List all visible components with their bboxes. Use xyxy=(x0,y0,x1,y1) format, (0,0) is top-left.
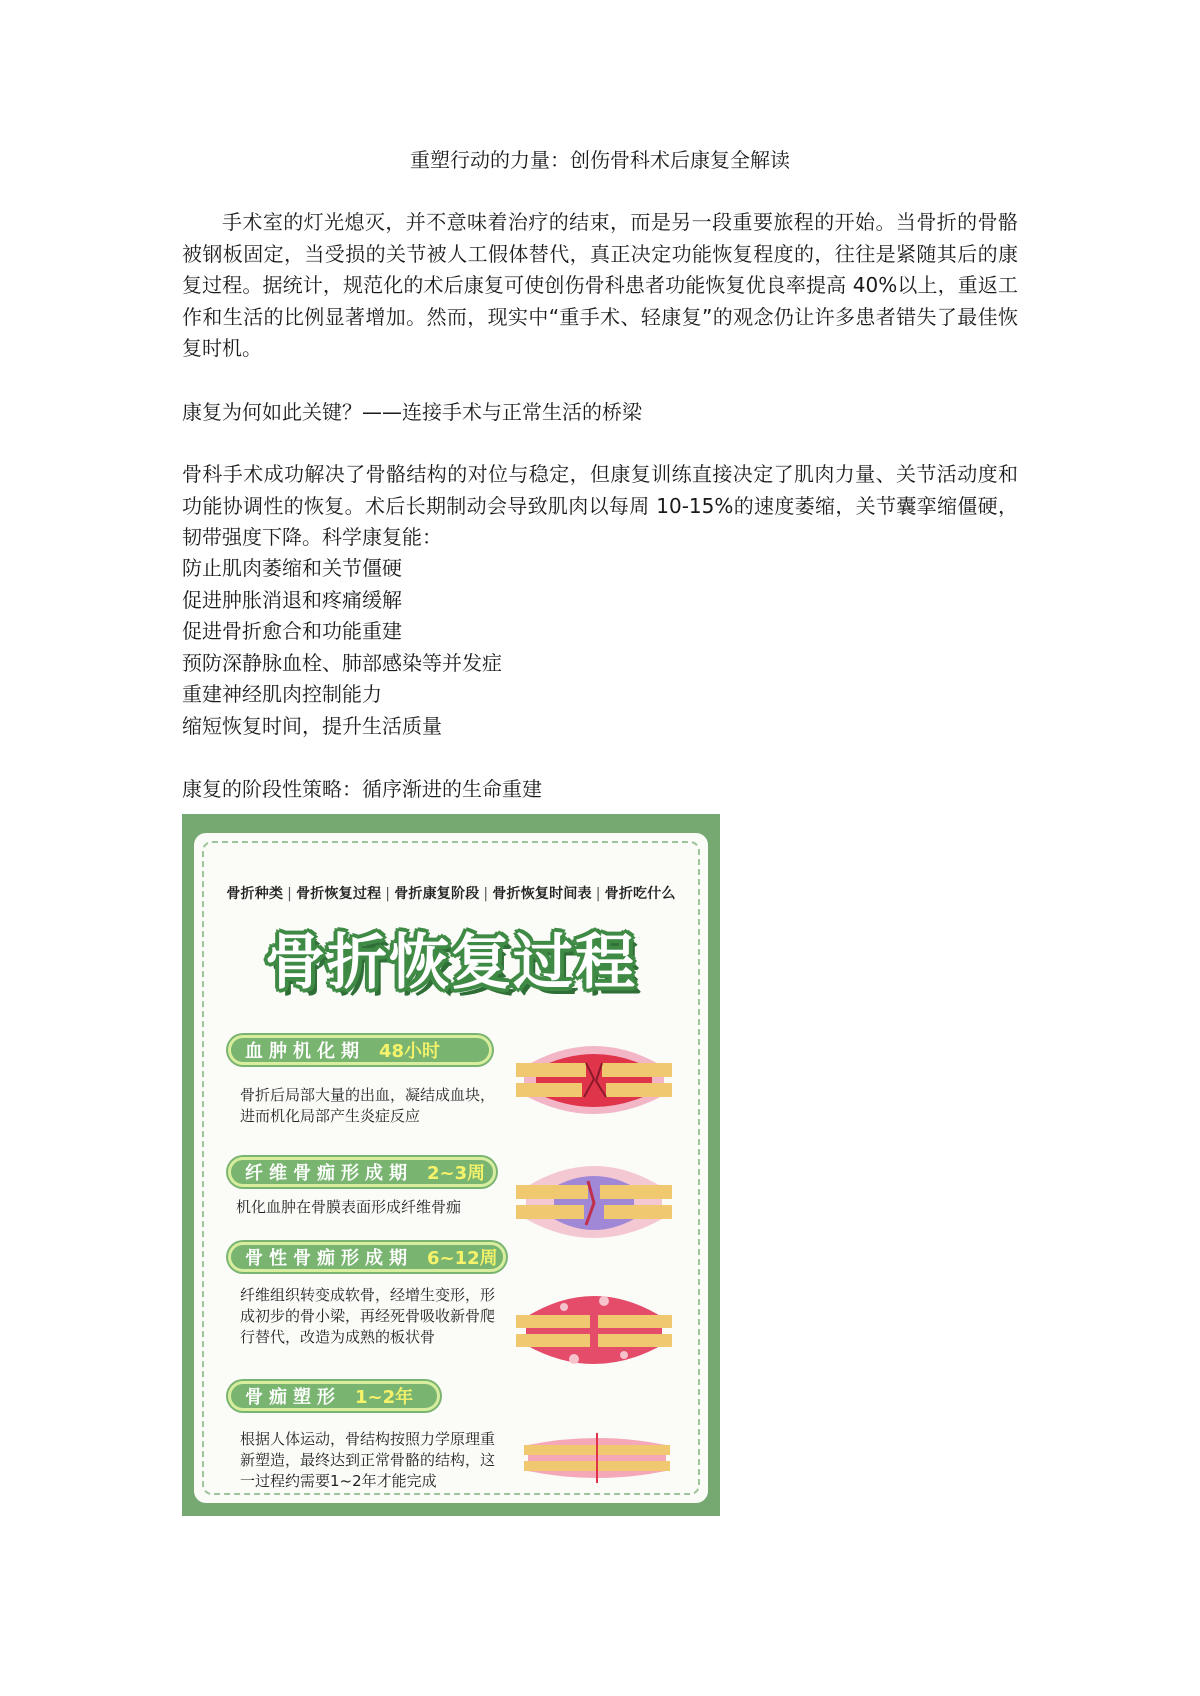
stage-3-pill xyxy=(228,1242,506,1272)
stage-duration: 2~3周 xyxy=(427,1163,486,1184)
topic-label: 骨折恢复过程 xyxy=(296,886,382,902)
section-heading-stages: 康复的阶段性策略：循序渐进的生命重建 xyxy=(182,777,542,801)
stage-name: 血肿机化期 xyxy=(245,1041,365,1062)
importance-paragraph: 骨科手术成功解决了骨骼结构的对位与稳定，但康复训练直接决定了肌肉力量、关节活动度和功能协调性的恢复。术后长期制动会导致肌肉以每周 10-15%的速度萎缩，关节囊挛缩僵硬，韧带强度下降。科学康复能： xyxy=(182,462,1018,549)
fracture-recovery-infographic xyxy=(182,814,720,1516)
page-title: 重塑行动的力量：创伤骨科术后康复全解读 xyxy=(410,148,790,172)
stage-4-description: 根据人体运动，骨结构按照力学原理重新塑造，最终达到正常骨骼的结构，这一过程约需要1~2年才能完成 xyxy=(240,1430,496,1490)
infographic-title: 骨折恢复过程 xyxy=(265,928,637,998)
benefit-item: 促进肿胀消退和疼痛缓解 xyxy=(182,587,402,612)
intro-paragraph: 手术室的灯光熄灭，并不意味着治疗的结束，而是另一段重要旅程的开始。当骨折的骨骼被钢板固定，当受损的关节被人工假体替代，真正决定功能恢复程度的，往往是紧随其后的康复过程。据统计，规范化的术后康复可使创伤骨科患者功能恢复优良率提高 40%以上，重返工作和生活的比例显著增加。然而，现实中“重手术、轻康复”的观念仍让许多患者错失了最佳恢复时机。 xyxy=(182,210,1018,360)
hematoma-bone-diagram xyxy=(514,1029,674,1129)
infographic-card xyxy=(194,833,708,1503)
topic-label: 骨折恢复时间表 xyxy=(492,886,592,902)
stage-3-description: 纤维组织转变成软骨，经增生变形，形成初步的骨小梁，再经死骨吸收新骨爬行替代，改造为成熟的板状骨 xyxy=(240,1286,496,1346)
stage-duration: 6~12周 xyxy=(427,1248,498,1269)
bony-callus-diagram xyxy=(514,1279,674,1379)
stage-2-description: 机化血肿在骨膜表面形成纤维骨痂 xyxy=(236,1198,462,1216)
benefit-item: 缩短恢复时间，提升生活质量 xyxy=(182,713,442,738)
benefit-item: 防止肌肉萎缩和关节僵硬 xyxy=(182,556,402,580)
topic-label: 骨折种类 xyxy=(226,886,284,902)
stage-name: 骨痂塑形 xyxy=(245,1387,341,1408)
benefit-item: 促进骨折愈合和功能重建 xyxy=(182,619,402,643)
benefit-item: 预防深静脉血栓、肺部感染等并发症 xyxy=(182,650,502,675)
stage-2-pill xyxy=(228,1157,496,1187)
topic-label: 骨折康复阶段 xyxy=(394,886,480,902)
benefit-item: 重建神经肌肉控制能力 xyxy=(182,682,382,706)
section-heading-importance: 康复为何如此关键？——连接手术与正常生活的桥梁 xyxy=(182,400,642,424)
stage-1-pill xyxy=(228,1035,492,1065)
stage-4-pill xyxy=(228,1381,440,1411)
stage-duration: 1~2年 xyxy=(355,1387,414,1408)
stage-name: 纤维骨痂形成期 xyxy=(245,1163,413,1184)
remodeling-bone-diagram xyxy=(522,1417,672,1497)
stage-1-description: 骨折后局部大量的出血，凝结成血块，进而机化局部产生炎症反应 xyxy=(240,1086,496,1125)
benefits-list xyxy=(182,553,1018,742)
infographic-topic-nav: 骨折种类 | 骨折恢复过程 | 骨折康复阶段 | 骨折恢复时间表 | 骨折吃什么 xyxy=(226,886,676,902)
fibrous-callus-diagram xyxy=(514,1151,674,1251)
topic-label: 骨折吃什么 xyxy=(604,886,676,902)
stage-name: 骨性骨痂形成期 xyxy=(245,1248,413,1269)
stage-duration: 48小时 xyxy=(379,1041,441,1062)
